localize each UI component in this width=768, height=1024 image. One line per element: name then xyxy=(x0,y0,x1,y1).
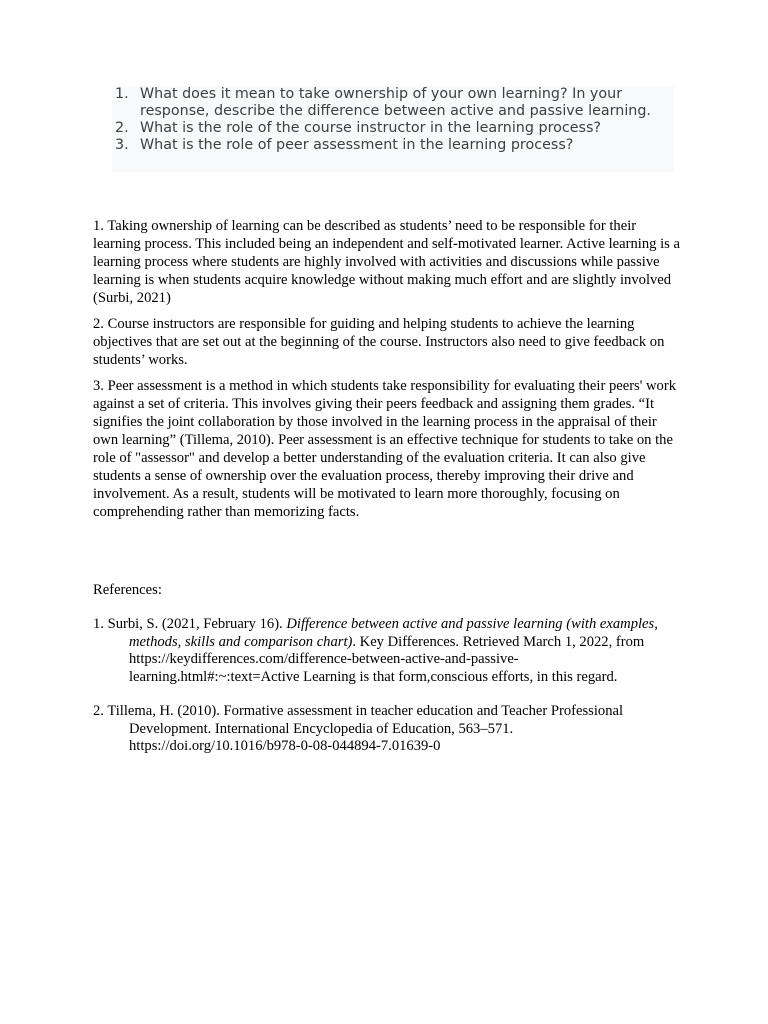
question-item xyxy=(113,137,673,154)
references-heading: References: xyxy=(93,582,162,598)
answer-paragraph: 3. Peer assessment is a method in which students take responsibility for evaluating their peers' work against a set of criteria. This involves giving their peers feedback and assigning them grades. “It signifies the joint collaboration by those involved in the learning process in the appraisal of their own learning” (Tillema, 2010). Peer assessment is an effective technique for students to take on the role of "assessor" and develop a better understanding of the evaluation criteria. It can also give students a sense of ownership over the evaluation process, thereby improving their drive and involvement. As a result, students will be motivated to learn more thoroughly, focusing on comprehending rather than memorizing facts. xyxy=(93,378,677,520)
question-number: 1. xyxy=(115,86,129,102)
references-list xyxy=(93,616,683,773)
answers-section xyxy=(93,217,683,529)
answer-paragraph: 2. Course instructors are responsible for guiding and helping students to achieve the learning objectives that are set out at the beginning of the course. Instructors also need to give feedback on students’ works. xyxy=(93,316,665,368)
question-item xyxy=(113,120,673,137)
reference-suffix: . Key Differences. Retrieved March 1, 2022, from https://keydifferences.com/difference-between-active-and-passive-learning.html#:~:text=Active Learning is that form,conscious efforts, in this regard. xyxy=(129,633,645,685)
questions-list xyxy=(113,86,673,154)
question-number: 2. xyxy=(115,120,129,136)
question-item xyxy=(113,86,673,120)
question-text: What is the role of peer assessment in the learning process? xyxy=(140,137,574,153)
question-text: What does it mean to take ownership of your own learning? In your response, describe the difference between active and passive learning. xyxy=(140,86,651,119)
reference-item xyxy=(93,703,683,756)
reference-title: Difference between active and passive learning (with examples, methods, skills and comparison chart) xyxy=(129,616,658,650)
reference-prefix: 1. Surbi, S. (2021, February 16). xyxy=(93,616,287,632)
question-number: 3. xyxy=(115,137,129,153)
reference-prefix: 2. Tillema, H. (2010). Formative assessment in teacher education and Teacher Professional Development. International Encyclopedia of Education, 563–571. https://doi.org/10.1016/b978-0-08-044894-7.01639-0 xyxy=(93,703,624,754)
answer-paragraph: 1. Taking ownership of learning can be described as students’ need to be responsible for their learning process. This included being an independent and self-motivated learner. Active learning is a learning process where students are highly involved with activities and discussions while passive learning is when students acquire knowledge without making much effort and are slightly involved (Surbi, 2021) xyxy=(93,218,680,306)
question-text: What is the role of the course instructor in the learning process? xyxy=(140,120,602,136)
reference-item xyxy=(93,616,683,686)
